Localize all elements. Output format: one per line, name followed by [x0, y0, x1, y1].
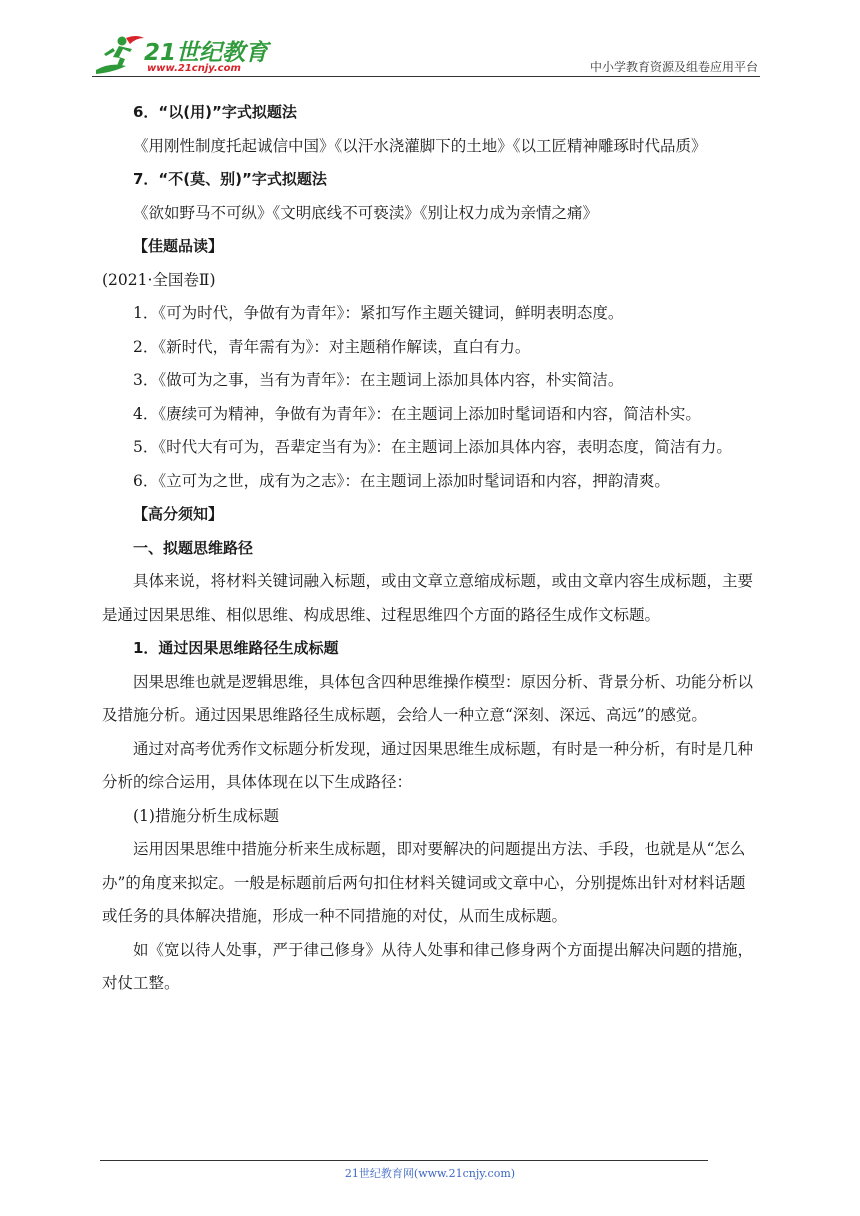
paragraph: 《欲如野马不可纵》《文明底线不可亵渎》《别让权力成为亲情之痛》: [133, 203, 599, 222]
paragraph: 如《宽以待人处事，严于律己修身》从待人处事和律己修身两个方面提出解决问题的措施，对仗工整。: [102, 940, 754, 992]
paragraph: 因果思维也就是逻辑思维，具体包含四种思维操作模型：原因分析、背景分析、功能分析以及措施分析。通过因果思维路径生成标题，会给人一种立意“深刻、深远、高远”的感觉。: [102, 672, 754, 724]
section-heading: 【高分须知】: [133, 505, 224, 523]
paragraph: 4．《赓续可为精神，争做有为青年》：在主题词上添加时髦词语和内容，简洁朴实。: [133, 404, 701, 423]
section-heading: 6．“以(用)”字式拟题法: [133, 103, 297, 121]
site-logo[interactable]: [92, 32, 292, 78]
paragraph: 3．《做可为之事，当有为青年》：在主题词上添加具体内容，朴实简洁。: [133, 371, 624, 389]
header-divider: [92, 76, 760, 77]
section-heading: 【佳题品读】: [133, 237, 224, 255]
paragraph: 具体来说，将材料关键词融入标题，或由文章立意缩成标题，或由文章内容生成标题，主要是通过因果思维、相似思维、构成思维、过程思维四个方面的路径生成作文标题。: [102, 572, 754, 624]
document-body: [102, 96, 760, 1001]
section-heading: 1．通过因果思维路径生成标题: [133, 639, 339, 657]
runner-logo-icon: [92, 32, 148, 78]
footer-divider: [100, 1160, 708, 1161]
paragraph: 运用因果思维中措施分析来生成标题，即对要解决的问题提出方法、手段，也就是从“怎么办”的角度来拟定。一般是标题前后两句扣住材料关键词或文章中心，分别提炼出针对材料话题或任务的具体解决措施，形成一种不同措施的对仗，从而生成标题。: [102, 840, 746, 925]
paragraph: 1．《可为时代，争做有为青年》：紧扣写作主题关键词，鲜明表明态度。: [133, 304, 624, 322]
page-footer: [0, 1165, 860, 1181]
footer-text[interactable]: 21世纪教育网(www.21cnjy.com): [344, 1167, 516, 1180]
section-heading: 7．“不(莫、别)”字式拟题法: [133, 170, 327, 188]
paragraph: 《用刚性制度托起诚信中国》《以汗水浇灌脚下的土地》《以工匠精神雕琢时代品质》: [133, 136, 707, 155]
platform-name: 中小学教育资源及组卷应用平台: [589, 60, 758, 74]
paragraph: 通过对高考优秀作文标题分析发现，通过因果思维生成标题，有时是一种分析，有时是几种分析的综合运用，具体体现在以下生成路径：: [102, 739, 754, 791]
logo-url: www.21cnjy.com: [147, 63, 241, 74]
paragraph: (1)措施分析生成标题: [133, 806, 279, 825]
paragraph: 5．《时代大有可为，吾辈定当有为》：在主题词上添加具体内容，表明态度，简洁有力。: [133, 438, 732, 456]
logo-text: 21世纪教育: [144, 40, 269, 66]
paragraph: 6．《立可为之世，成有为之志》：在主题词上添加时髦词语和内容，押韵清爽。: [133, 471, 670, 490]
paragraph: 2．《新时代，青年需有为》：对主题稍作解读，直白有力。: [133, 337, 531, 356]
section-heading: 一、拟题思维路径: [133, 538, 254, 557]
page-header: [92, 32, 760, 78]
paragraph: (2021·全国卷Ⅱ): [102, 270, 216, 289]
